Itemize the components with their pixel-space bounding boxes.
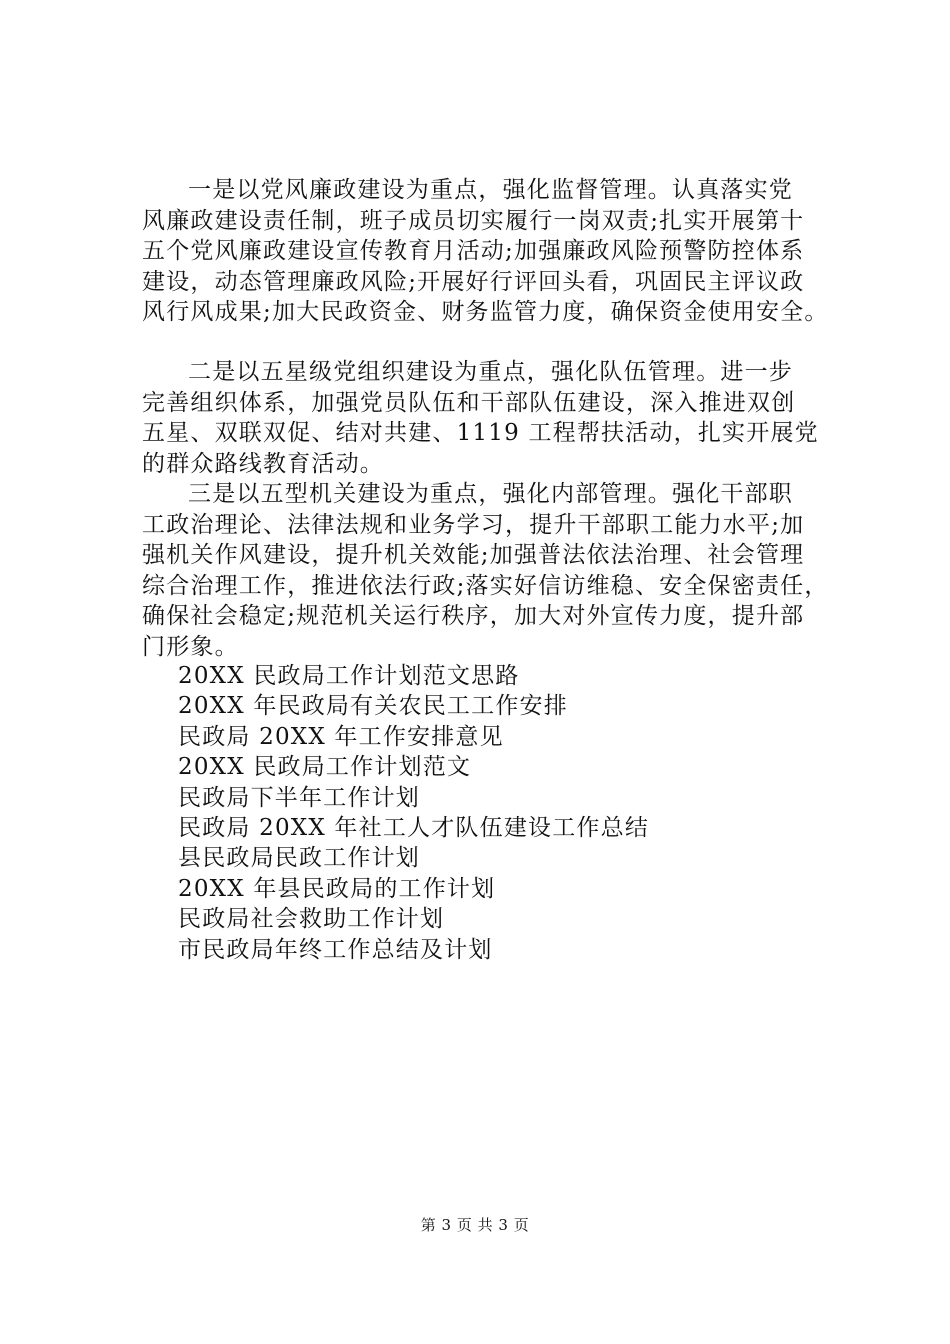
related-links-list: [178, 661, 649, 965]
paragraph-1: [142, 175, 848, 328]
related-link[interactable]: 民政局社会救助工作计划: [178, 906, 445, 933]
related-link[interactable]: 20XX 民政局工作计划范文思路: [178, 663, 520, 689]
related-link[interactable]: 民政局 20XX 年工作安排意见: [178, 723, 504, 750]
paragraph-1-line: 风廉政建设责任制，班子成员切实履行一岗双责;扎实开展第十: [142, 207, 805, 234]
paragraph-1-line: 一是以党风廉政建设为重点，强化监督管理。认真落实党: [188, 177, 793, 203]
paragraph-3: [142, 479, 848, 662]
related-link[interactable]: 市民政局年终工作总结及计划: [178, 936, 493, 963]
related-link[interactable]: 民政局下半年工作计划: [178, 784, 420, 811]
related-link[interactable]: 20XX 民政局工作计划范文: [178, 754, 472, 781]
paragraph-3-line: 三是以五型机关建设为重点，强化内部管理。强化干部职: [188, 481, 793, 507]
paragraph-1-line: 风行风成果;加大民政资金、财务监管力度，确保资金使用安全。: [142, 299, 829, 325]
paragraph-3-line: 确保社会稳定;规范机关运行秩序，加大对外宣传力度，提升部: [142, 603, 805, 629]
paragraph-2-line: 二是以五星级党组织建设为重点，强化队伍管理。进一步: [188, 359, 793, 385]
related-link[interactable]: 县民政局民政工作计划: [178, 845, 420, 872]
paragraph-2-line: 的群众路线教育活动。: [142, 450, 384, 477]
paragraph-3-line: 综合治理工作，推进依法行政;落实好信访维稳、安全保密责任，: [142, 572, 829, 599]
paragraph-3-line: 门形象。: [142, 633, 239, 660]
related-link[interactable]: 20XX 年民政局有关农民工工作安排: [178, 693, 568, 720]
related-link[interactable]: 20XX 年县民政局的工作计划: [178, 875, 496, 902]
related-link[interactable]: 民政局 20XX 年社工人才队伍建设工作总结: [178, 815, 650, 842]
paragraph-3-line: 工政治理论、法律法规和业务学习，提升干部职工能力水平;加: [142, 511, 805, 538]
paragraph-2: [142, 357, 848, 479]
paragraph-2-line: 五星、双联双促、结对共建、1119 工程帮扶活动，扎实开展党: [142, 420, 819, 446]
paragraph-3-line: 强机关作风建设，提升机关效能;加强普法依法治理、社会管理: [142, 542, 805, 568]
paragraph-1-line: 五个党风廉政建设宣传教育月活动;加强廉政风险预警防控体系: [142, 238, 805, 264]
paragraph-2-line: 完善组织体系，加强党员队伍和干部队伍建设，深入推进双创: [142, 389, 796, 416]
paragraph-1-line: 建设，动态管理廉政风险;开展好行评回头看，巩固民主评议政: [142, 268, 805, 295]
page-number-footer: 第 3 页 共 3 页: [420, 1216, 530, 1234]
